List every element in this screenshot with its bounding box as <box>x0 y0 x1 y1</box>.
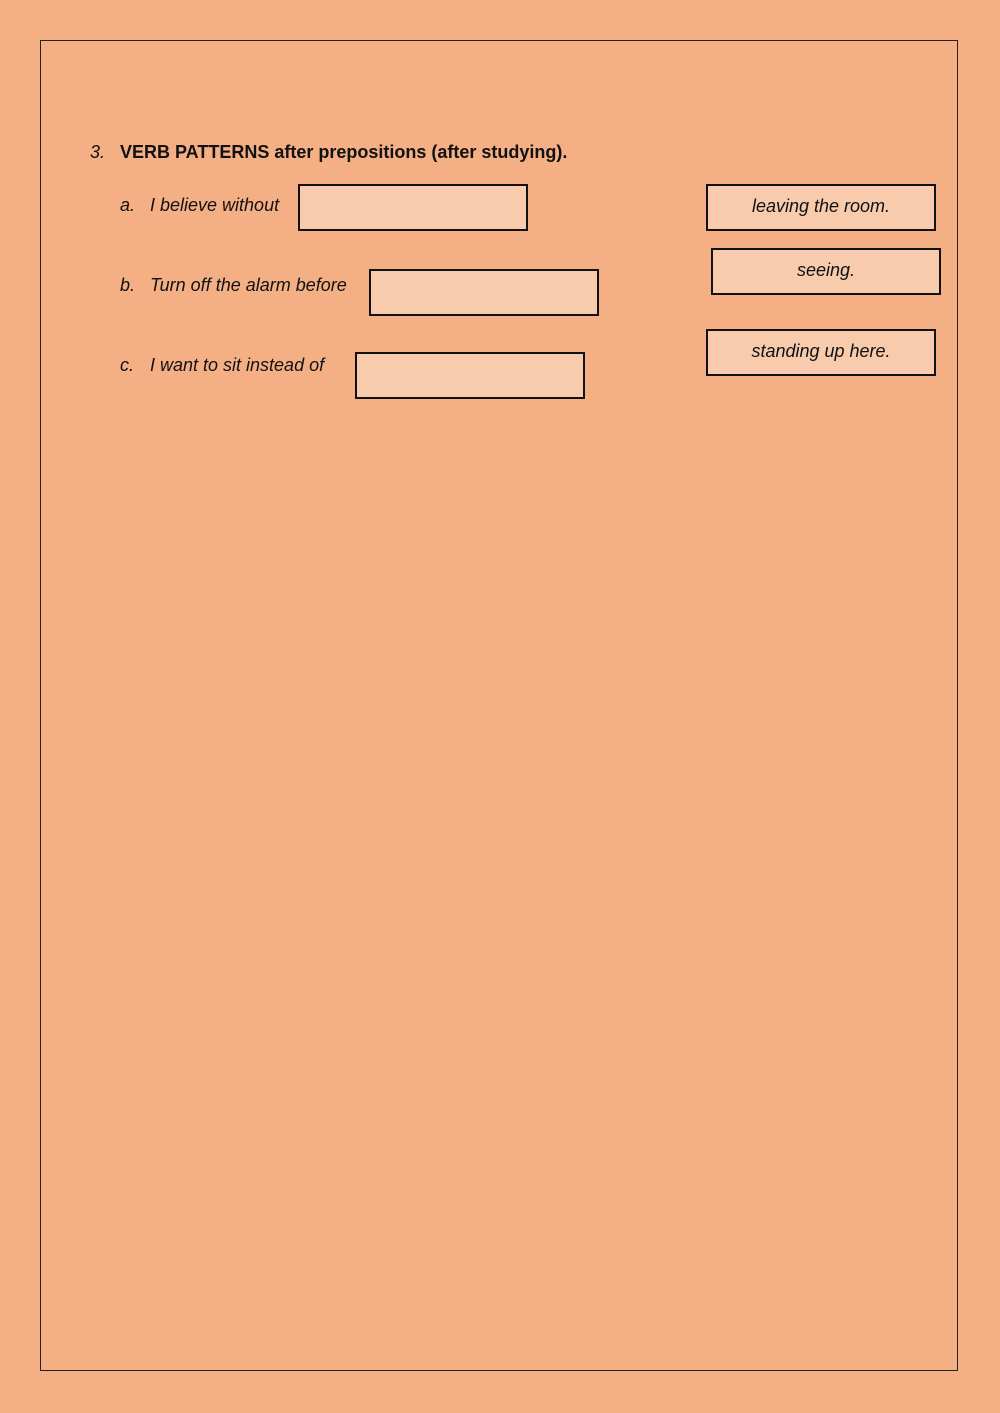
item-letter: a. <box>120 195 136 215</box>
choice-leaving-the-room[interactable]: leaving the room. <box>706 184 936 231</box>
exercise-heading <box>90 142 567 163</box>
sentence-text: I believe without <box>150 195 280 215</box>
item-letter: b. <box>120 275 136 295</box>
item-letter: c. <box>120 355 135 375</box>
exercise-number: 3. <box>90 142 106 162</box>
page-border <box>40 40 958 1371</box>
drop-box-a[interactable] <box>298 184 528 231</box>
choice-standing-up-here[interactable]: standing up here. <box>706 329 936 376</box>
choice-seeing[interactable]: seeing. <box>711 248 941 295</box>
drop-box-b[interactable] <box>369 269 599 316</box>
sentence-a <box>120 195 279 216</box>
sentence-c <box>120 355 324 376</box>
sentence-b <box>120 275 347 296</box>
exercise-title: VERB PATTERNS after prepositions (after studying). <box>120 142 568 162</box>
drop-box-c[interactable] <box>355 352 585 399</box>
sentence-text: I want to sit instead of <box>150 355 325 375</box>
sentence-text: Turn off the alarm before <box>150 275 347 295</box>
